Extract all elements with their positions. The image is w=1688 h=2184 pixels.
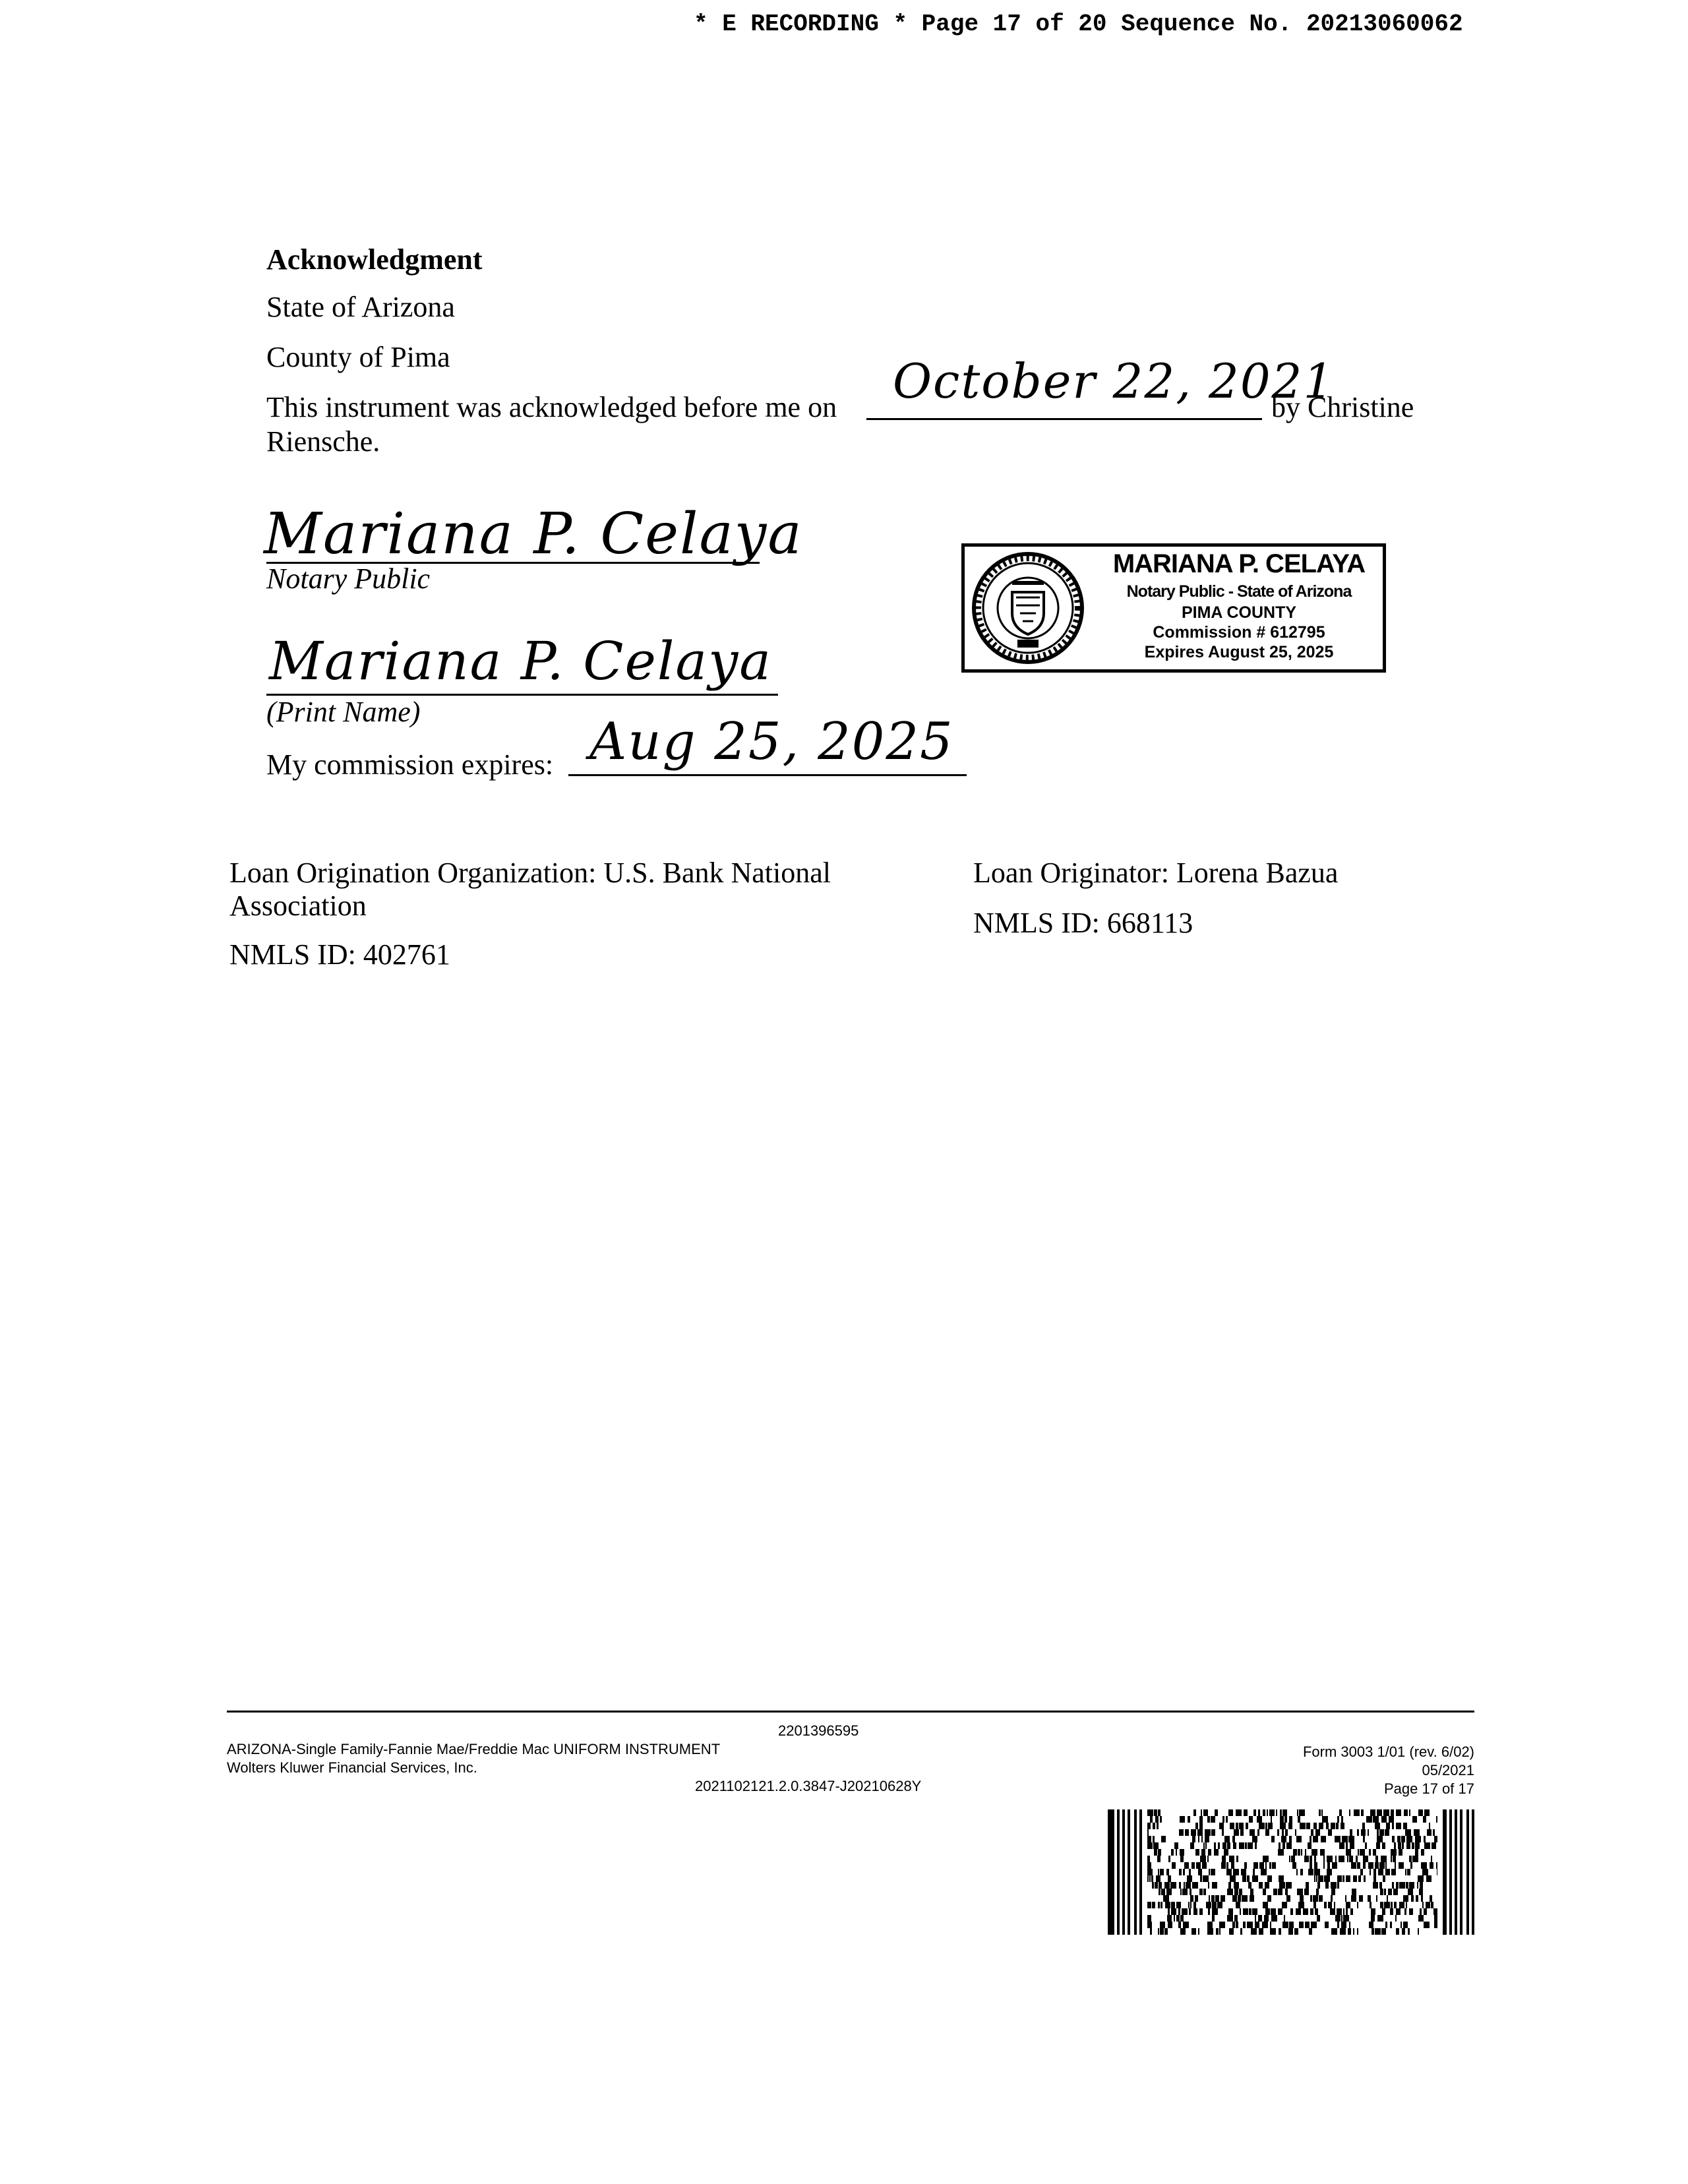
county-line: County of Pima — [266, 341, 450, 373]
state-line: State of Arizona — [266, 291, 455, 323]
name-continuation: Riensche. — [266, 425, 380, 458]
recording-header: * E RECORDING * Page 17 of 20 Sequence No. 20213060062 — [694, 11, 1463, 38]
print-name-handwritten: Mariana P. Celaya — [269, 630, 772, 692]
state-seal-icon — [970, 550, 1086, 666]
commission-expires-handwritten: Aug 25, 2025 — [589, 712, 954, 772]
footer-form-desc: ARIZONA-Single Family-Fannie Mae/Freddie Mac UNIFORM INSTRUMENT — [227, 1741, 721, 1757]
footer-loan-number: 2201396595 — [778, 1722, 859, 1739]
notary-signature: Mariana P. Celaya — [264, 501, 803, 567]
footer-rule — [227, 1711, 1474, 1713]
seal-expires: Expires August 25, 2025 — [1144, 643, 1334, 661]
footer-company: Wolters Kluwer Financial Services, Inc. — [227, 1759, 477, 1776]
barcode-icon — [1108, 1809, 1477, 1935]
loan-org-nmls: NMLS ID: 402761 — [229, 938, 450, 971]
loan-org-line1: Loan Origination Organization: U.S. Bank National — [229, 857, 831, 889]
seal-county: PIMA COUNTY — [1181, 603, 1297, 622]
seal-title: Notary Public - State of Arizona — [1126, 582, 1352, 601]
footer-form-date: 05/2021 — [1422, 1762, 1474, 1778]
notary-seal-stamp — [961, 543, 1386, 673]
footer-doc-code: 2021102121.2.0.3847-J20210628Y — [695, 1778, 922, 1794]
date-handwritten: October 22, 2021 — [893, 353, 1335, 409]
print-name-label: (Print Name) — [266, 696, 421, 728]
acknowledgment-title: Acknowledgment — [266, 243, 483, 276]
date-underline — [866, 418, 1262, 420]
loan-org-line2: Association — [229, 890, 367, 922]
loan-originator: Loan Originator: Lorena Bazua — [973, 857, 1339, 889]
commission-expires-label: My commission expires: — [266, 748, 554, 781]
notary-public-label: Notary Public — [266, 562, 431, 595]
loan-originator-nmls: NMLS ID: 668113 — [973, 907, 1193, 939]
seal-commission: Commission # 612795 — [1153, 623, 1325, 642]
seal-name: MARIANA P. CELAYA — [1112, 549, 1366, 578]
footer-form-number: Form 3003 1/01 (rev. 6/02) — [1302, 1744, 1474, 1760]
instrument-prefix: This instrument was acknowledged before me on — [266, 391, 837, 423]
footer-page: Page 17 of 17 — [1383, 1780, 1474, 1797]
by-text: by Christine — [1271, 391, 1414, 423]
commission-underline — [568, 774, 967, 776]
